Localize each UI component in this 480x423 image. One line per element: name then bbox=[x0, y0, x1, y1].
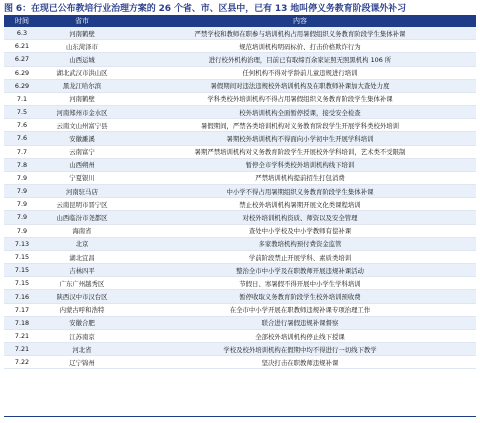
table-row bbox=[4, 250, 476, 263]
policy-table bbox=[4, 15, 476, 369]
cell-region: 广东广州越秀区 bbox=[40, 277, 124, 290]
table-row bbox=[4, 106, 476, 119]
cell-time: 7.17 bbox=[4, 303, 40, 316]
cell-region: 辽宁锦州 bbox=[40, 356, 124, 369]
table-row bbox=[4, 92, 476, 105]
table-row bbox=[4, 119, 476, 132]
cell-content: 严禁学校和教师在职参与培训机构占用暑假组织义务教育阶段学生集体补课 bbox=[124, 27, 476, 40]
table-header-row bbox=[4, 15, 476, 27]
cell-region: 吉林四平 bbox=[40, 264, 124, 277]
cell-content: 规范培训机构明码标价、打击价格欺诈行为 bbox=[124, 40, 476, 53]
cell-region: 河南驻马店 bbox=[40, 185, 124, 198]
cell-content: 多家教培机构预付费资金监管 bbox=[124, 237, 476, 250]
cell-content: 学前阶段禁止开展学科、素质类培训 bbox=[124, 250, 476, 263]
cell-region: 河南郑州市金水区 bbox=[40, 106, 124, 119]
table-row bbox=[4, 237, 476, 250]
cell-time: 7.1 bbox=[4, 92, 40, 105]
cell-region: 山西运城 bbox=[40, 53, 124, 66]
table-row bbox=[4, 290, 476, 303]
cell-region: 北京 bbox=[40, 237, 124, 250]
header-time: 时间 bbox=[4, 15, 40, 27]
cell-content: 整治全市中小学及在职教师开展违规补课活动 bbox=[124, 264, 476, 277]
cell-time: 6.29 bbox=[4, 66, 40, 79]
cell-time: 7.16 bbox=[4, 290, 40, 303]
cell-time: 7.5 bbox=[4, 106, 40, 119]
table-row bbox=[4, 316, 476, 329]
cell-time: 7.6 bbox=[4, 132, 40, 145]
cell-region: 河南鹤壁 bbox=[40, 27, 124, 40]
cell-content: 全部校外培训机构停止线下授课 bbox=[124, 329, 476, 342]
cell-region: 山东菏泽市 bbox=[40, 40, 124, 53]
cell-region: 宁夏银川 bbox=[40, 171, 124, 184]
cell-time: 7.9 bbox=[4, 185, 40, 198]
cell-region: 湖北宜昌 bbox=[40, 250, 124, 263]
cell-region: 云南文山州富宁县 bbox=[40, 119, 124, 132]
cell-time: 7.9 bbox=[4, 224, 40, 237]
cell-content: 节假日、寒暑假不得开展中小学生学科培训 bbox=[124, 277, 476, 290]
cell-time: 7.22 bbox=[4, 356, 40, 369]
cell-time: 6.29 bbox=[4, 79, 40, 92]
cell-region: 山西朔州 bbox=[40, 158, 124, 171]
bottom-rule bbox=[4, 416, 476, 417]
cell-region: 湖北武汉市洪山区 bbox=[40, 66, 124, 79]
cell-time: 7.6 bbox=[4, 119, 40, 132]
cell-content: 暂停收取义务教育阶段学生校外培训预收费 bbox=[124, 290, 476, 303]
table-row bbox=[4, 66, 476, 79]
table-row bbox=[4, 145, 476, 158]
cell-content: 坚决打击在职教师违规补课 bbox=[124, 356, 476, 369]
cell-region: 河北省 bbox=[40, 343, 124, 356]
cell-time: 6.21 bbox=[4, 40, 40, 53]
cell-time: 7.9 bbox=[4, 198, 40, 211]
cell-region: 陕西汉中市汉台区 bbox=[40, 290, 124, 303]
cell-time: 7.9 bbox=[4, 171, 40, 184]
cell-region: 云南富宁 bbox=[40, 145, 124, 158]
cell-region: 河南鹤壁 bbox=[40, 92, 124, 105]
cell-content: 任何机构不得对学龄前儿童违规进行培训 bbox=[124, 66, 476, 79]
cell-region: 黑龙江哈尔滨 bbox=[40, 79, 124, 92]
figure-caption: 图 6：在现已公布教培行业治理方案的 26 个省、市、区县中，已有 13 地叫停义务教育阶段课外补习 bbox=[4, 4, 406, 14]
cell-time: 6.27 bbox=[4, 53, 40, 66]
table-row bbox=[4, 158, 476, 171]
cell-content: 暑假期间对违法违规校外培训机构及在职教师补课加大查处力度 bbox=[124, 79, 476, 92]
table-row bbox=[4, 211, 476, 224]
table-row bbox=[4, 329, 476, 342]
table-row bbox=[4, 303, 476, 316]
table-row bbox=[4, 277, 476, 290]
cell-time: 7.15 bbox=[4, 250, 40, 263]
cell-region: 山西临汾市尧都区 bbox=[40, 211, 124, 224]
table-row bbox=[4, 264, 476, 277]
cell-time: 7.8 bbox=[4, 158, 40, 171]
cell-region: 安徽合肥 bbox=[40, 316, 124, 329]
cell-region: 云南昆明市晋宁区 bbox=[40, 198, 124, 211]
cell-region: 江苏南京 bbox=[40, 329, 124, 342]
table-row bbox=[4, 343, 476, 356]
cell-time: 7.21 bbox=[4, 329, 40, 342]
cell-time: 7.15 bbox=[4, 264, 40, 277]
cell-content: 对校外培训机构资质、师资以及安全管理 bbox=[124, 211, 476, 224]
cell-content: 严禁培训机构提前招生打包消费 bbox=[124, 171, 476, 184]
cell-time: 7.15 bbox=[4, 277, 40, 290]
cell-time: 6.3 bbox=[4, 27, 40, 40]
cell-region: 安徽濉溪 bbox=[40, 132, 124, 145]
cell-time: 7.13 bbox=[4, 237, 40, 250]
table-row bbox=[4, 40, 476, 53]
cell-content: 暂停全市学科类校外培训机构线下培训 bbox=[124, 158, 476, 171]
cell-content: 进行校外机构治理，目前已有取缔百余家证照无照黑机构 106 所 bbox=[124, 53, 476, 66]
table-row bbox=[4, 224, 476, 237]
cell-content: 学校及校外培训机构在假期中均不得进行一切线下教学 bbox=[124, 343, 476, 356]
cell-content: 查处中小学校及中小学教师有偿补课 bbox=[124, 224, 476, 237]
cell-content: 校外培训机构全面暂停授课，接受安全检查 bbox=[124, 106, 476, 119]
table-body bbox=[4, 27, 476, 369]
table-row bbox=[4, 185, 476, 198]
cell-content: 学科类校外培训机构不得占用暑假组织义务教育阶段学生集体补课 bbox=[124, 92, 476, 105]
cell-region: 内蒙古呼和浩特 bbox=[40, 303, 124, 316]
table-row bbox=[4, 198, 476, 211]
cell-content: 中小学不得占用暑期组织义务教育阶段学生集体补课 bbox=[124, 185, 476, 198]
cell-content: 联合进行暑假违规补课督察 bbox=[124, 316, 476, 329]
cell-time: 7.18 bbox=[4, 316, 40, 329]
cell-time: 7.9 bbox=[4, 211, 40, 224]
header-region: 省市 bbox=[40, 15, 124, 27]
cell-content: 暑假期间，严禁各类培训机构对义务教育阶段学生开展学科类校外培训 bbox=[124, 119, 476, 132]
cell-time: 7.21 bbox=[4, 343, 40, 356]
cell-content: 在全市中小学开展在职教师违规补课专项治理工作 bbox=[124, 303, 476, 316]
cell-content: 暑期校外培训机构不得面向小学初中生开展学科培训 bbox=[124, 132, 476, 145]
header-content: 内容 bbox=[124, 15, 476, 27]
cell-region: 海南省 bbox=[40, 224, 124, 237]
table-row bbox=[4, 79, 476, 92]
table-row bbox=[4, 27, 476, 40]
table-row bbox=[4, 132, 476, 145]
cell-time: 7.7 bbox=[4, 145, 40, 158]
cell-content: 禁止校外培训机构暑期开展文化类课程培训 bbox=[124, 198, 476, 211]
cell-content: 暑期严禁培训机构对义务教育阶段学生开展校外学科培训，艺术类不受限制 bbox=[124, 145, 476, 158]
table-row bbox=[4, 171, 476, 184]
table-row bbox=[4, 53, 476, 66]
table-row bbox=[4, 356, 476, 369]
